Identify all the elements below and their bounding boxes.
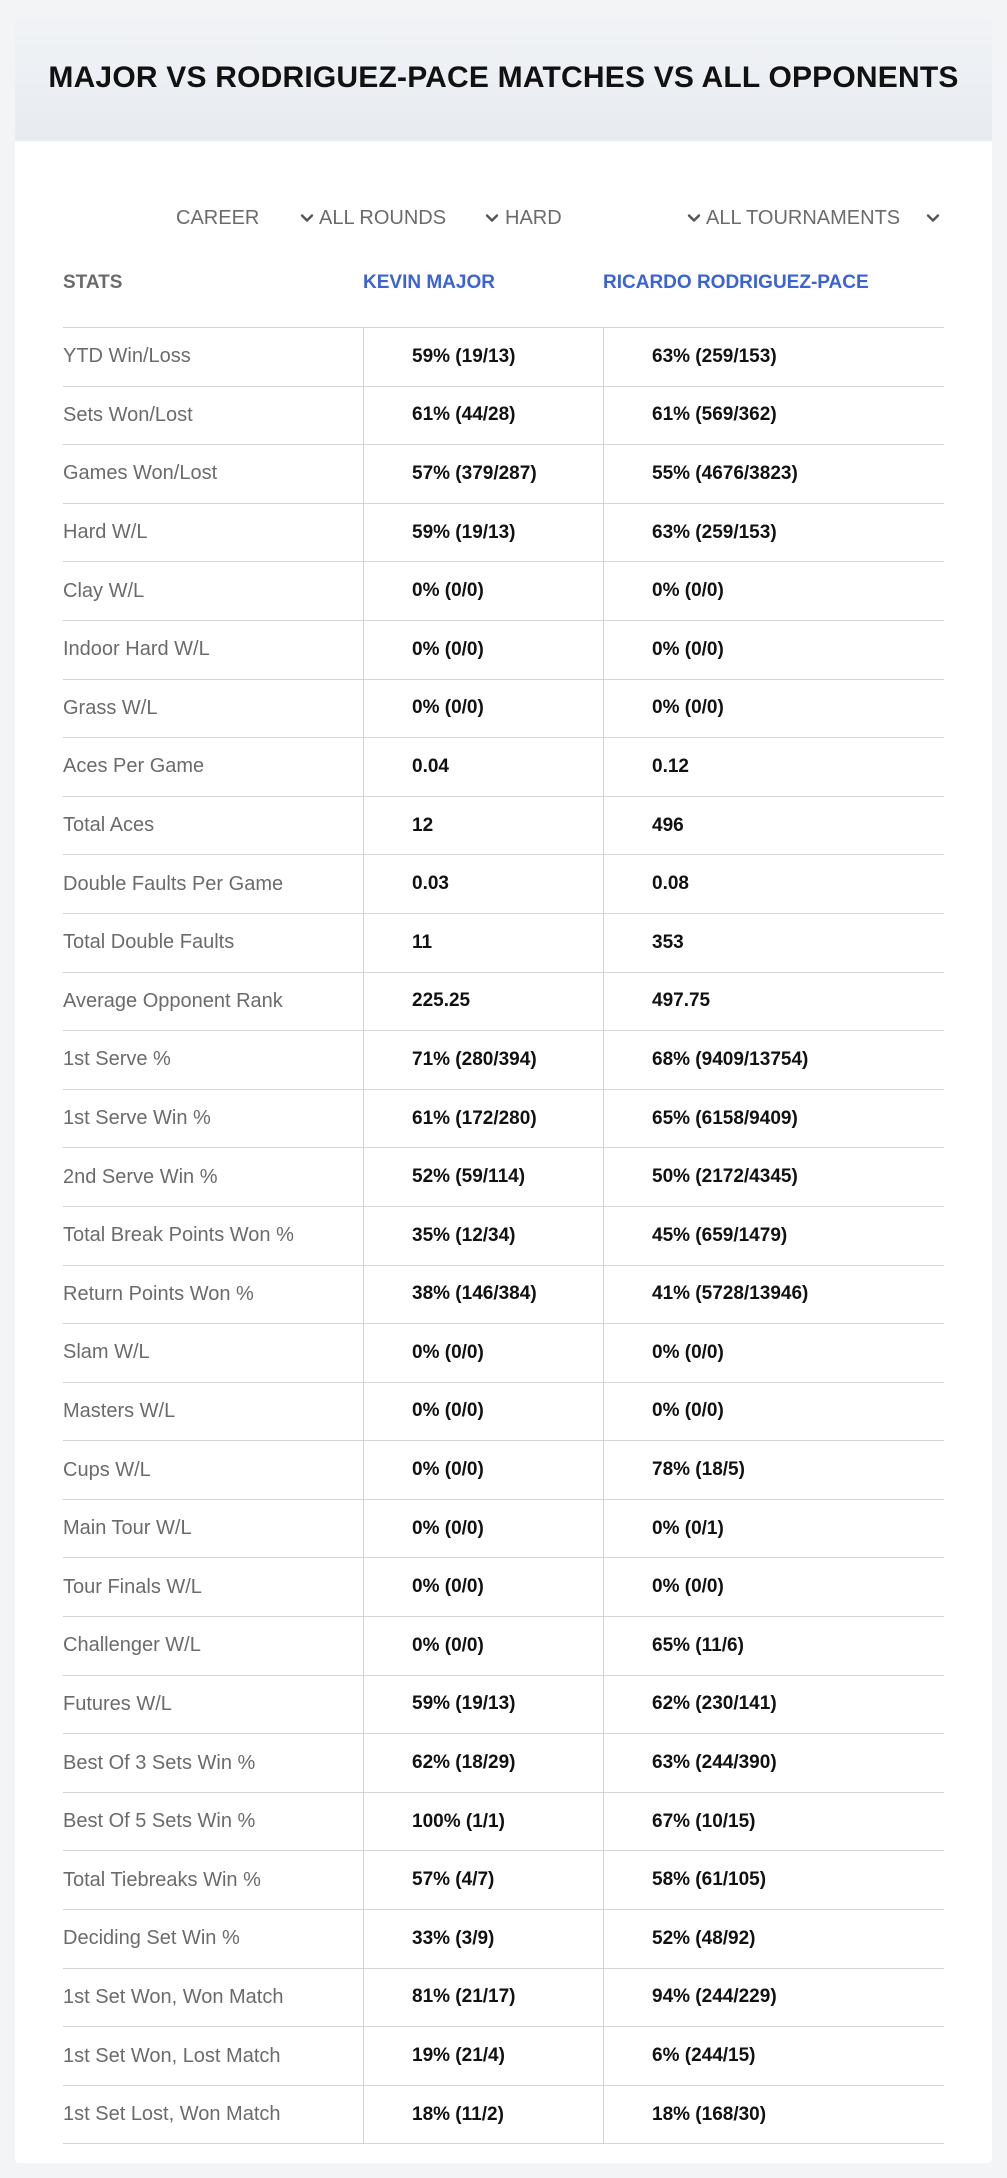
player1-value: 35% (12/34) <box>363 1207 603 1265</box>
player1-value: 81% (21/17) <box>363 1969 603 2027</box>
stats-column-header: STATS <box>63 272 123 293</box>
table-row <box>63 387 944 446</box>
player1-value: 19% (21/4) <box>363 2027 603 2085</box>
surface-select[interactable] <box>505 188 703 248</box>
player2-value: 63% (259/153) <box>603 504 944 562</box>
table-row <box>63 1969 944 2028</box>
table-header <box>63 250 944 328</box>
stat-label: Grass W/L <box>63 696 158 719</box>
period-select[interactable] <box>176 188 316 248</box>
stat-label: 1st Set Lost, Won Match <box>63 2103 281 2126</box>
stat-label: Games Won/Lost <box>63 462 218 485</box>
table-row <box>63 2086 944 2145</box>
stat-label: Sets Won/Lost <box>63 403 193 426</box>
table-row <box>63 797 944 856</box>
surface-select-value: HARD <box>505 206 562 229</box>
player1-value: 0.04 <box>363 738 603 796</box>
stat-label: Double Faults Per Game <box>63 872 284 895</box>
card-header <box>15 15 992 141</box>
player1-value: 61% (172/280) <box>363 1090 603 1148</box>
stat-label: Average Opponent Rank <box>63 989 283 1012</box>
stat-label: Best Of 5 Sets Win % <box>63 1810 256 1833</box>
player2-value: 0% (0/0) <box>603 1558 944 1616</box>
stat-label: Tour Finals W/L <box>63 1575 202 1598</box>
player2-value: 6% (244/15) <box>603 2027 944 2085</box>
table-row <box>63 1617 944 1676</box>
stat-label: YTD Win/Loss <box>63 345 191 368</box>
stat-label: Hard W/L <box>63 521 148 544</box>
table-row <box>63 1500 944 1559</box>
player2-value: 497.75 <box>603 973 944 1031</box>
player2-value: 18% (168/30) <box>603 2086 944 2144</box>
stat-label: Challenger W/L <box>63 1634 201 1657</box>
player1-value: 57% (4/7) <box>363 1851 603 1909</box>
stat-label: Main Tour W/L <box>63 1517 192 1540</box>
table-row <box>63 1676 944 1735</box>
player1-value: 0% (0/0) <box>363 1558 603 1616</box>
player1-column-header[interactable]: KEVIN MAJOR <box>363 272 495 293</box>
player1-value: 33% (3/9) <box>363 1910 603 1968</box>
table-row <box>63 445 944 504</box>
table-row <box>63 1090 944 1149</box>
player2-column-header[interactable]: RICARDO RODRIGUEZ-PACE <box>603 272 869 293</box>
player2-value: 45% (659/1479) <box>603 1207 944 1265</box>
filter-bar <box>15 188 992 248</box>
stat-label: Masters W/L <box>63 1399 176 1422</box>
table-row <box>63 1734 944 1793</box>
player1-value: 18% (11/2) <box>363 2086 603 2144</box>
player2-value: 67% (10/15) <box>603 1793 944 1851</box>
player1-value: 0% (0/0) <box>363 562 603 620</box>
stat-label: 1st Set Won, Won Match <box>63 1985 284 2008</box>
tournament-select-value: ALL TOURNAMENTS <box>706 206 901 229</box>
table-row <box>63 1383 944 1442</box>
player2-value: 50% (2172/4345) <box>603 1148 944 1206</box>
player2-value: 58% (61/105) <box>603 1851 944 1909</box>
player2-value: 0% (0/0) <box>603 1324 944 1382</box>
table-row <box>63 504 944 563</box>
table-row <box>63 1793 944 1852</box>
stat-label: 1st Serve % <box>63 1048 171 1071</box>
player1-value: 0% (0/0) <box>363 1500 603 1558</box>
stat-label: Total Double Faults <box>63 931 235 954</box>
chevron-down-icon <box>483 209 501 227</box>
player1-value: 12 <box>363 797 603 855</box>
player1-value: 71% (280/394) <box>363 1031 603 1089</box>
player1-value: 59% (19/13) <box>363 328 603 386</box>
stats-table <box>63 250 944 2144</box>
player1-value: 11 <box>363 914 603 972</box>
stat-label: Aces Per Game <box>63 755 205 778</box>
player1-value: 59% (19/13) <box>363 1676 603 1734</box>
table-row <box>63 1558 944 1617</box>
table-row <box>63 855 944 914</box>
player2-value: 0% (0/0) <box>603 680 944 738</box>
round-select[interactable] <box>319 188 501 248</box>
table-row <box>63 1266 944 1325</box>
player2-value: 63% (244/390) <box>603 1734 944 1792</box>
table-row <box>63 1324 944 1383</box>
table-row <box>63 973 944 1032</box>
player1-value: 0% (0/0) <box>363 680 603 738</box>
player1-value: 38% (146/384) <box>363 1266 603 1324</box>
stat-label: Clay W/L <box>63 579 145 602</box>
player1-value: 59% (19/13) <box>363 504 603 562</box>
table-row <box>63 2027 944 2086</box>
stats-card <box>15 15 992 2163</box>
player1-value: 62% (18/29) <box>363 1734 603 1792</box>
player2-value: 0.08 <box>603 855 944 913</box>
player1-value: 0% (0/0) <box>363 621 603 679</box>
player2-value: 65% (11/6) <box>603 1617 944 1675</box>
player1-value: 225.25 <box>363 973 603 1031</box>
table-body <box>63 328 944 2144</box>
stat-label: Total Aces <box>63 814 155 837</box>
stat-label: 1st Serve Win % <box>63 1107 211 1130</box>
stat-label: Futures W/L <box>63 1692 172 1715</box>
player2-value: 52% (48/92) <box>603 1910 944 1968</box>
table-row <box>63 738 944 797</box>
table-row <box>63 1851 944 1910</box>
player2-value: 62% (230/141) <box>603 1676 944 1734</box>
stat-label: Return Points Won % <box>63 1282 254 1305</box>
player2-value: 0% (0/0) <box>603 621 944 679</box>
stat-label: 1st Set Won, Lost Match <box>63 2044 281 2067</box>
player2-value: 0% (0/0) <box>603 1383 944 1441</box>
player2-value: 94% (244/229) <box>603 1969 944 2027</box>
player1-value: 0% (0/0) <box>363 1617 603 1675</box>
chevron-down-icon <box>685 209 703 227</box>
table-row <box>63 1441 944 1500</box>
stat-label: Total Break Points Won % <box>63 1224 294 1247</box>
player1-value: 0% (0/0) <box>363 1383 603 1441</box>
player1-value: 57% (379/287) <box>363 445 603 503</box>
player2-value: 78% (18/5) <box>603 1441 944 1499</box>
player2-value: 65% (6158/9409) <box>603 1090 944 1148</box>
player2-value: 353 <box>603 914 944 972</box>
chevron-down-icon <box>924 209 942 227</box>
table-row <box>63 1910 944 1969</box>
stat-label: Deciding Set Win % <box>63 1927 240 1950</box>
chevron-down-icon <box>298 209 316 227</box>
table-row <box>63 1207 944 1266</box>
stat-label: Total Tiebreaks Win % <box>63 1868 261 1891</box>
player1-value: 0.03 <box>363 855 603 913</box>
player2-value: 41% (5728/13946) <box>603 1266 944 1324</box>
stat-label: 2nd Serve Win % <box>63 1165 218 1188</box>
stat-label: Indoor Hard W/L <box>63 638 210 661</box>
stat-label: Cups W/L <box>63 1458 151 1481</box>
player2-value: 0% (0/0) <box>603 562 944 620</box>
player1-value: 61% (44/28) <box>363 387 603 445</box>
player2-value: 55% (4676/3823) <box>603 445 944 503</box>
table-row <box>63 1148 944 1207</box>
table-row <box>63 1031 944 1090</box>
player2-value: 68% (9409/13754) <box>603 1031 944 1089</box>
player2-value: 63% (259/153) <box>603 328 944 386</box>
stat-label: Best Of 3 Sets Win % <box>63 1751 256 1774</box>
player2-value: 0.12 <box>603 738 944 796</box>
player1-value: 0% (0/0) <box>363 1441 603 1499</box>
page-title: MAJOR VS RODRIGUEZ-PACE MATCHES VS ALL OPPONENTS <box>48 61 959 94</box>
player2-value: 61% (569/362) <box>603 387 944 445</box>
table-row <box>63 562 944 621</box>
player2-value: 496 <box>603 797 944 855</box>
player2-value: 0% (0/1) <box>603 1500 944 1558</box>
stat-label: Slam W/L <box>63 1341 150 1364</box>
player1-value: 100% (1/1) <box>363 1793 603 1851</box>
player1-value: 0% (0/0) <box>363 1324 603 1382</box>
period-select-value: CAREER <box>176 206 260 229</box>
player1-value: 52% (59/114) <box>363 1148 603 1206</box>
round-select-value: ALL ROUNDS <box>319 206 447 229</box>
tournament-select[interactable] <box>706 188 942 248</box>
table-row <box>63 621 944 680</box>
table-row <box>63 914 944 973</box>
table-row <box>63 680 944 739</box>
table-row <box>63 328 944 387</box>
